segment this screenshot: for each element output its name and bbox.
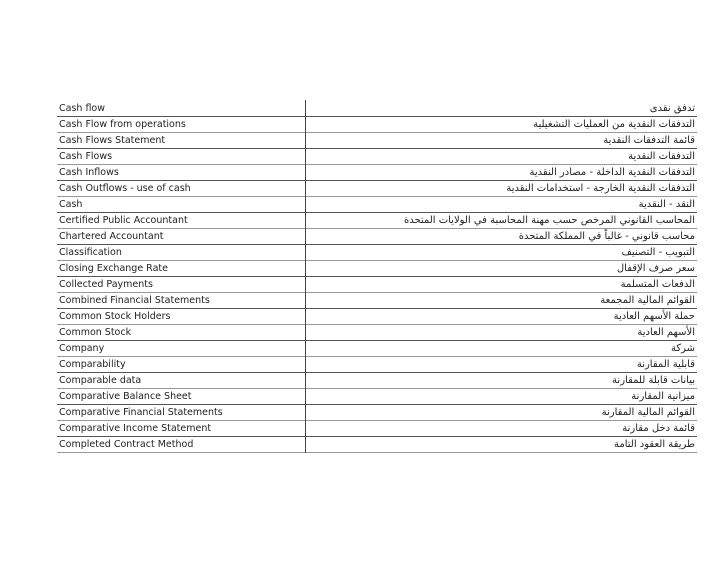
table-row [57, 101, 697, 117]
arabic-term: حملة الأسهم العادية [613, 311, 695, 322]
glossary-table [57, 101, 697, 453]
table-row [57, 245, 697, 261]
english-term: Completed Contract Method [59, 439, 194, 450]
table-row [57, 229, 697, 245]
arabic-term: المحاسب القانوني المرخص حسب مهنة المحاسبة في الولايات المتحدة [403, 215, 695, 226]
english-term: Combined Financial Statements [59, 295, 210, 306]
table-row [57, 133, 697, 149]
english-term: Cash Flows [59, 151, 113, 162]
table-row [57, 325, 697, 341]
table-row [57, 197, 697, 213]
table-row [57, 309, 697, 325]
table-row [57, 117, 697, 133]
arabic-term: سعر صرف الإقفال [616, 263, 695, 274]
table-row [57, 373, 697, 389]
table-row [57, 261, 697, 277]
table-row [57, 421, 697, 437]
english-term: Cash Inflows [59, 167, 119, 178]
english-term: Cash Outflows - use of cash [59, 183, 191, 194]
arabic-term: ميزانية المقارنة [631, 391, 695, 402]
arabic-term: قائمة دخل مقارنة [622, 423, 695, 434]
english-term: Cash Flow from operations [59, 119, 186, 130]
arabic-term: الأسهم العادية [637, 327, 695, 338]
english-term: Certified Public Accountant [59, 215, 188, 226]
english-term: Comparative Financial Statements [59, 407, 223, 418]
english-term: Chartered Accountant [59, 231, 164, 242]
english-term: Closing Exchange Rate [59, 263, 168, 274]
arabic-term: القوائم المالية المجمعة [600, 295, 695, 306]
arabic-term: شركة [670, 343, 695, 354]
arabic-term: التدفقات النقدية الخارجة - استخدامات النقدية [506, 183, 695, 194]
arabic-term: طريقة العقود التامة [614, 439, 695, 450]
arabic-term: التدفقات النقدية من العمليات التشغيلية [533, 119, 695, 130]
english-term: Company [59, 343, 105, 354]
arabic-term: محاسب قانوني - غالباً في المملكة المتحدة [518, 231, 695, 242]
arabic-term: التدفقات النقدية الداخلة - مصادر النقدية [529, 167, 695, 178]
table-row [57, 213, 697, 229]
table-row [57, 389, 697, 405]
arabic-term: بيانات قابلة للمقارنة [612, 375, 695, 386]
english-term: Classification [59, 247, 122, 258]
english-term: Common Stock Holders [59, 311, 171, 322]
table-row [57, 293, 697, 309]
english-term: Common Stock [59, 327, 132, 338]
table-row [57, 357, 697, 373]
arabic-term: قائمة التدفقات النقدية [603, 135, 695, 146]
arabic-term: التبويب - التصنيف [621, 247, 695, 258]
english-term: Collected Payments [59, 279, 153, 290]
english-term: Cash [59, 199, 83, 210]
table-row [57, 437, 697, 453]
table-row [57, 181, 697, 197]
arabic-term: النقد - النقدية [638, 199, 695, 210]
english-term: Comparative Balance Sheet [59, 391, 192, 402]
table-row [57, 341, 697, 357]
arabic-term: التدفقات النقدية [628, 151, 695, 162]
table-row [57, 277, 697, 293]
arabic-term: القوائم المالية المقارنة [601, 407, 695, 418]
english-term: Cash flow [59, 103, 106, 114]
english-term: Cash Flows Statement [59, 135, 166, 146]
arabic-term: قابلية المقارنة [636, 359, 695, 370]
table-row [57, 149, 697, 165]
english-term: Comparative Income Statement [59, 423, 212, 434]
table-row [57, 405, 697, 421]
english-term: Comparable data [59, 375, 142, 386]
arabic-term: تدفق نقدى [649, 103, 695, 114]
arabic-term: الدفعات المتسلمة [620, 279, 695, 290]
english-term: Comparability [59, 359, 126, 370]
table-row [57, 165, 697, 181]
column-divider [305, 100, 306, 453]
